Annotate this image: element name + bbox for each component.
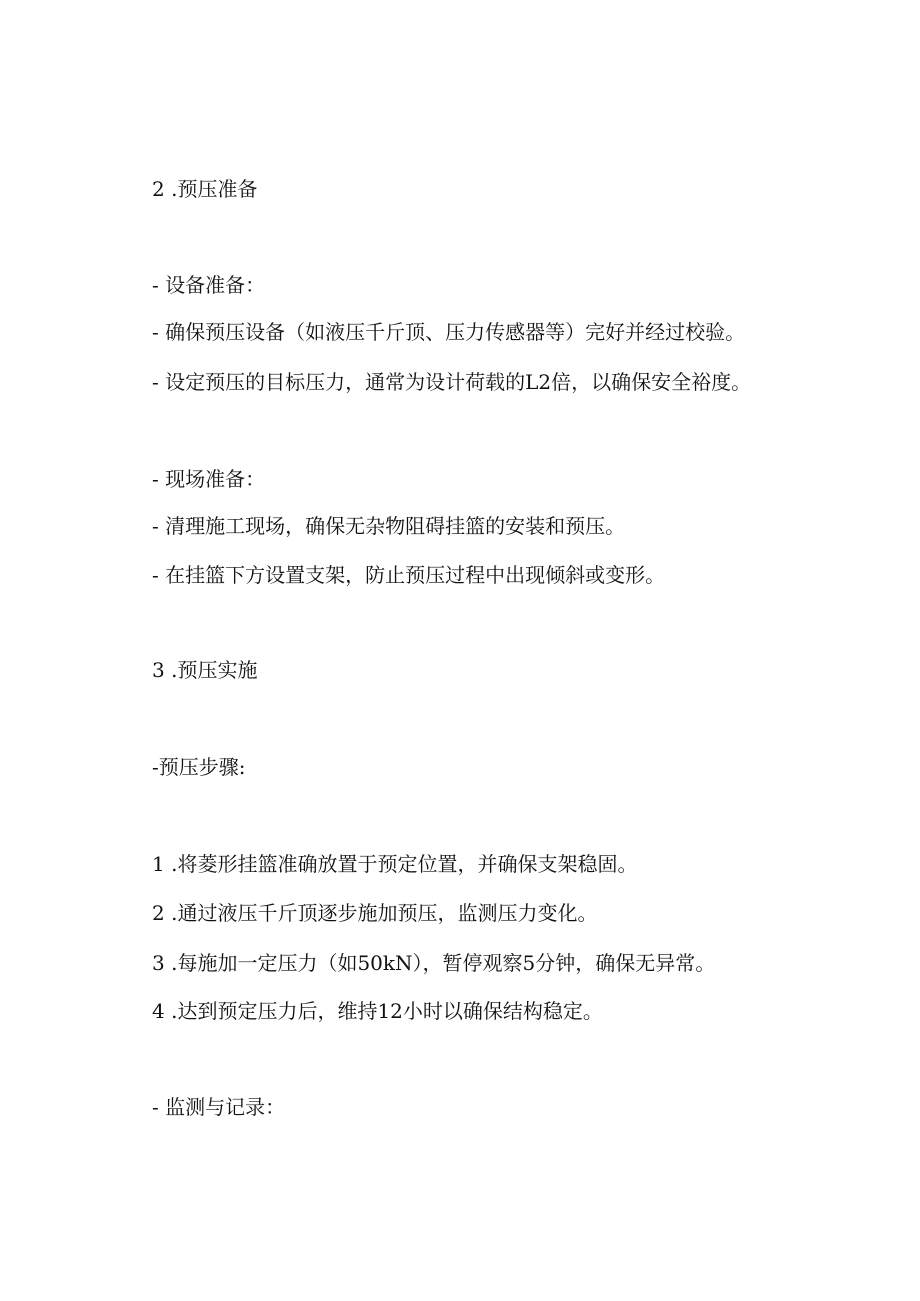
section-heading-preload-implementation: 3 .预压实施	[152, 658, 258, 682]
list-item: - 确保预压设备（如液压千斤顶、压力传感器等）完好并经过校验。	[152, 320, 746, 344]
numbered-step: 4 .达到预定压力后，维持12小时以确保结构稳定。	[152, 999, 603, 1023]
section-heading-preload-preparation: 2 .预压准备	[152, 177, 258, 201]
list-item: - 设定预压的目标压力，通常为设计荷载的L2倍，以确保安全裕度。	[152, 370, 752, 394]
list-item: - 在挂篮下方设置支架，防止预压过程中出现倾斜或变形。	[152, 563, 666, 587]
subheading-equipment-preparation: - 设备准备：	[152, 273, 266, 297]
subheading-site-preparation: - 现场准备：	[152, 467, 266, 491]
subheading-monitoring-and-recording: - 监测与记录：	[152, 1095, 286, 1119]
numbered-step: 3 .每施加一定压力（如50kN），暂停观察5分钟，确保无异常。	[152, 951, 716, 975]
numbered-step: 1 .将菱形挂篮准确放置于预定位置，并确保支架稳固。	[152, 852, 638, 876]
list-item: - 清理施工现场，确保无杂物阻碍挂篮的安装和预压。	[152, 514, 626, 538]
numbered-step: 2 .通过液压千斤顶逐步施加预压，监测压力变化。	[152, 901, 598, 925]
subheading-preload-steps: -预压步骤:	[152, 755, 246, 779]
